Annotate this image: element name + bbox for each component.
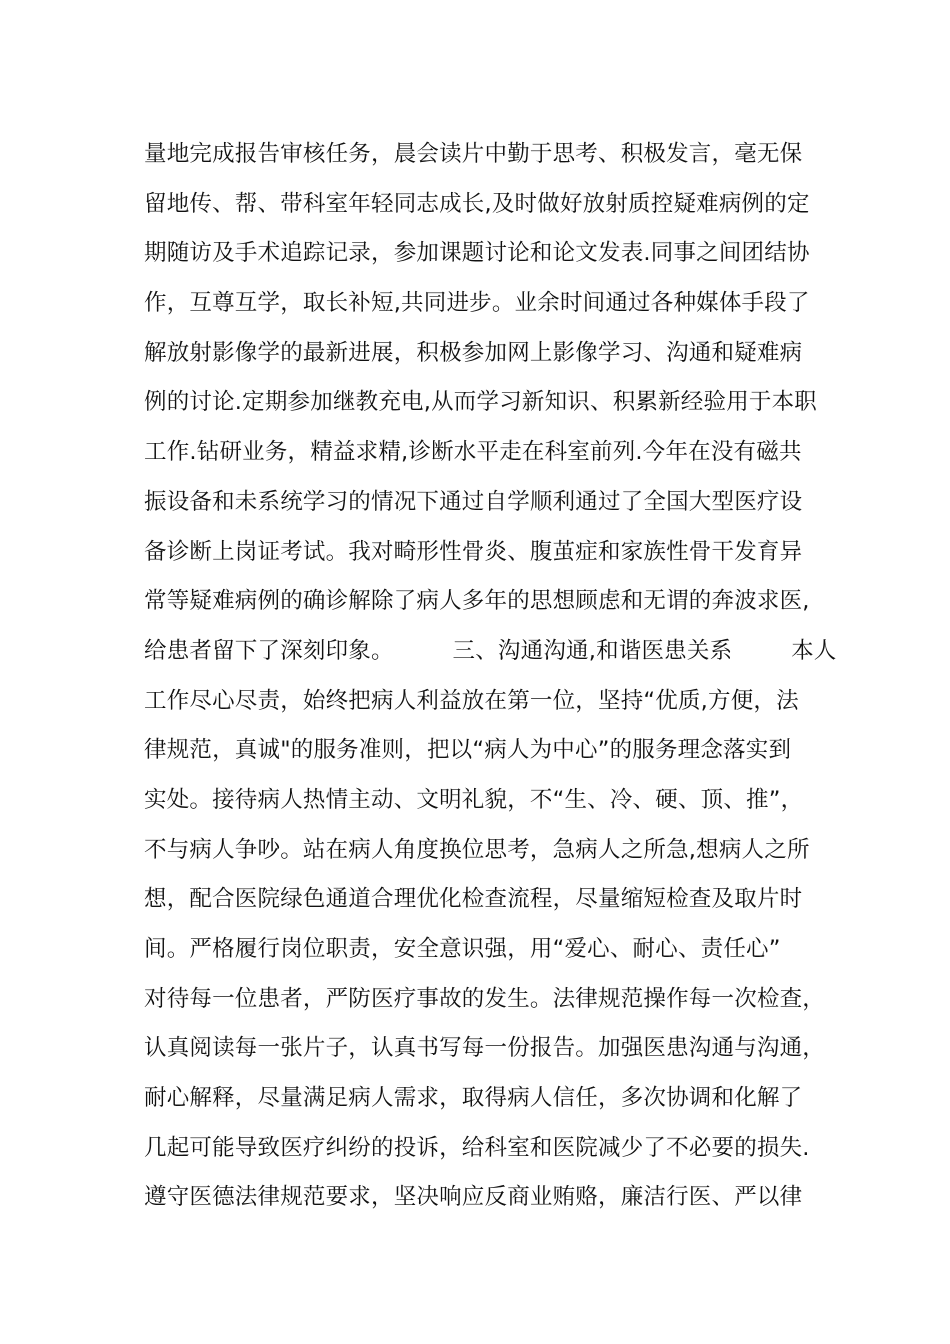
text-line: 作，互尊互学，取长补短,共同进步。业余时间通过各种媒体手段了 bbox=[144, 290, 810, 317]
text-line: 律规范，真诚"的服务准则，把以“病人为中心”的服务理念落实到 bbox=[144, 737, 792, 764]
text-line: 振设备和未系统学习的情况下通过自学顺利通过了全国大型医疗设 bbox=[144, 488, 803, 515]
body-text bbox=[144, 130, 837, 1223]
text-line: 耐心解释，尽量满足病人需求，取得病人信任，多次协调和化解了 bbox=[144, 1085, 803, 1112]
text-line: 认真阅读每一张片子，认真书写每一份报告。加强医患沟通与沟通， bbox=[144, 1035, 826, 1062]
text-line: 例的讨论.定期参加继教充电,从而学习新知识、积累新经验用于本职 bbox=[144, 389, 818, 416]
text-line: 不与病人争吵。站在病人角度换位思考，急病人之所急,想病人之所 bbox=[144, 836, 810, 863]
text-line: 实处。接待病人热情主动、文明礼貌，不“生、冷、硬、顶、推”， bbox=[144, 786, 804, 813]
text-line: 工作尽心尽责，始终把病人利益放在第一位，坚持“优质,方便，法 bbox=[144, 687, 799, 714]
text-line: 几起可能导致医疗纠纷的投诉，给科室和医院减少了不必要的损失. bbox=[144, 1134, 810, 1161]
text-line: 工作.钻研业务，精益求精,诊断水平走在科室前列.今年在没有磁共 bbox=[144, 439, 802, 466]
text-line: 想，配合医院绿色通道合理优化检查流程，尽量缩短检查及取片时 bbox=[144, 886, 803, 913]
text-line: 留地传、帮、带科室年轻同志成长,及时做好放射质控疑难病例的定 bbox=[144, 190, 810, 217]
text-line: 期随访及手术追踪记录，参加课题讨论和论文发表.同事之间团结协 bbox=[144, 240, 810, 267]
text-line: 间。严格履行岗位职责，安全意识强，用“爱心、耐心、责任心” bbox=[144, 936, 781, 962]
text-line: 对待每一位患者，严防医疗事故的发生。法律规范操作每一次检查， bbox=[144, 985, 826, 1012]
text-line: 给患者留下了深刻印象。 三、沟通沟通,和谐医患关系 本人 bbox=[144, 637, 837, 664]
text-line: 遵守医德法律规范要求，坚决响应反商业贿赂，廉洁行医、严以律 bbox=[144, 1184, 803, 1211]
text-line: 备诊断上岗证考试。我对畸形性骨炎、腹茧症和家族性骨干发育异 bbox=[144, 538, 803, 565]
text-line: 常等疑难病例的确诊解除了病人多年的思想顾虑和无谓的奔波求医, bbox=[144, 588, 810, 615]
text-line: 解放射影像学的最新进展，积极参加网上影像学习、沟通和疑难病 bbox=[144, 339, 803, 366]
text-line: 量地完成报告审核任务，晨会读片中勤于思考、积极发言，毫无保 bbox=[144, 141, 803, 167]
